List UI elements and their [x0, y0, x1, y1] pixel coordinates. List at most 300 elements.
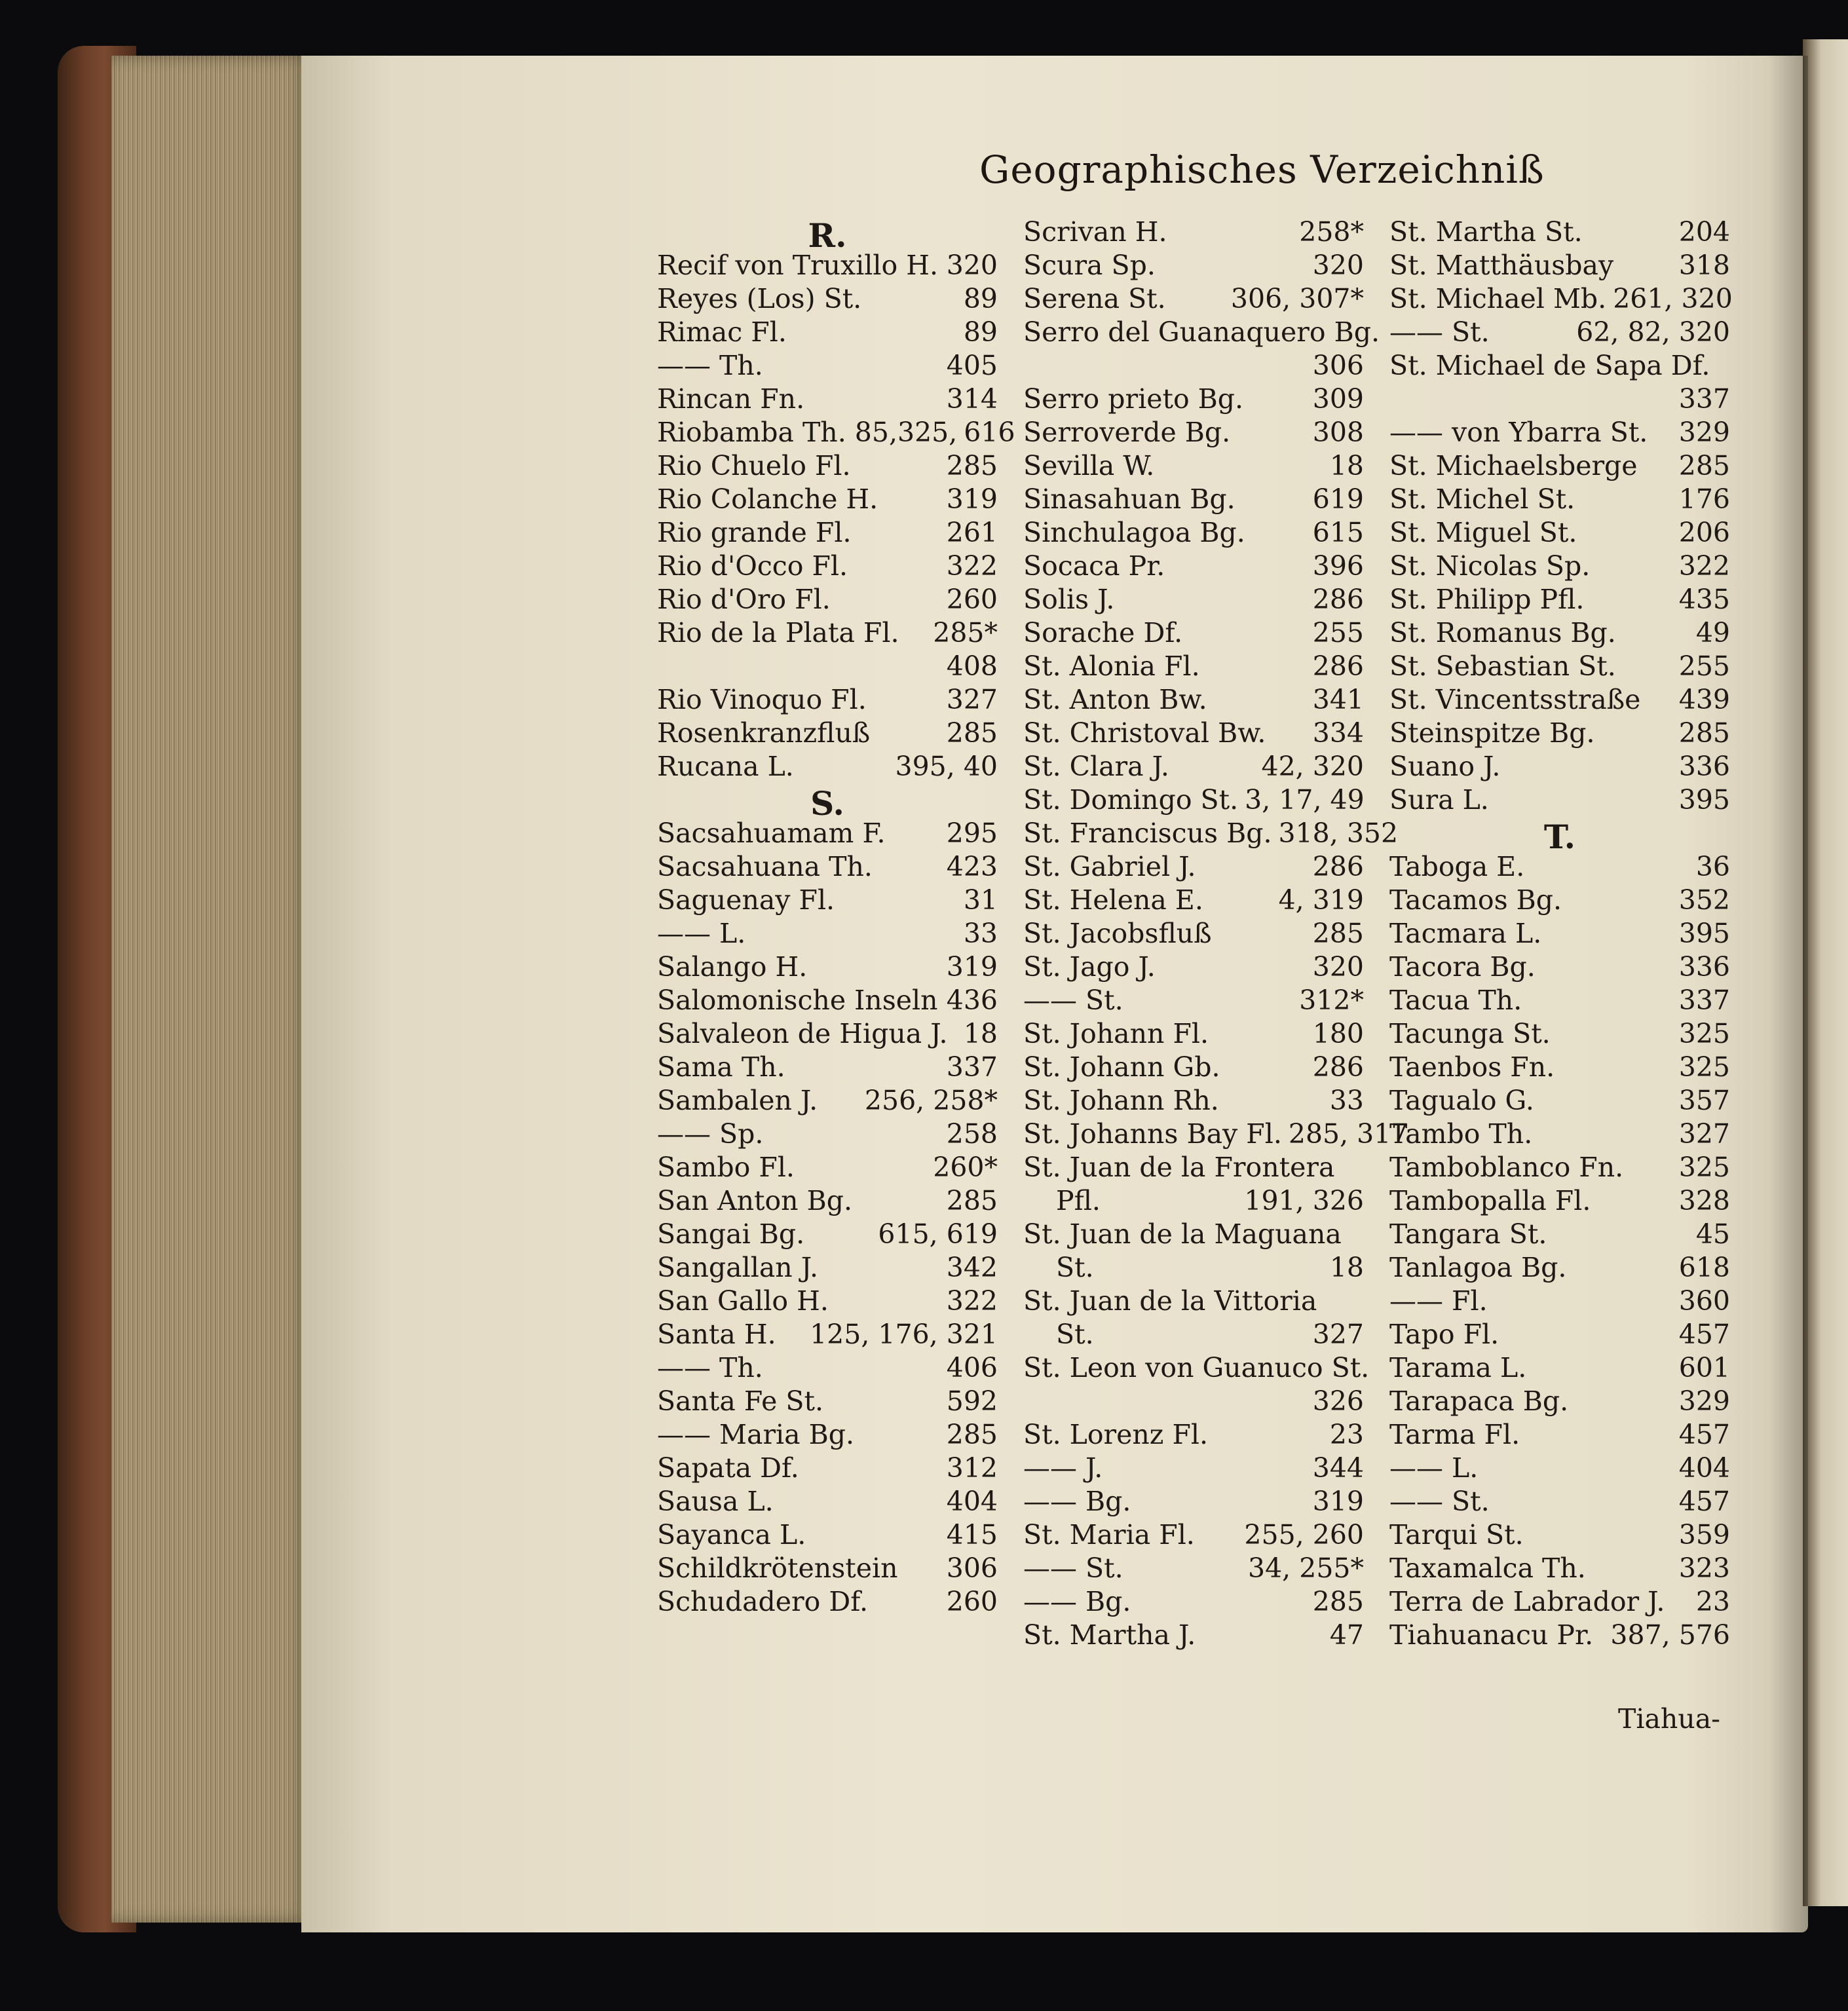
entry-name: St.: [1056, 1319, 1094, 1350]
entry-pages: 325: [1678, 1018, 1730, 1049]
entry-pages: 286: [1312, 1051, 1364, 1083]
entry-name: Schildkrötenstein: [657, 1552, 898, 1584]
entry-name: St. Leon von Guanuco St.: [1023, 1352, 1370, 1383]
entry-pages: 319: [946, 483, 998, 515]
entry-name: Sevilla W.: [1023, 450, 1155, 481]
entry-name: Serroverde Bg.: [1023, 417, 1231, 448]
entry-pages: 285: [1678, 717, 1730, 749]
entry-name: Reyes (Los) St.: [657, 283, 862, 314]
index-entry: [1023, 1018, 1364, 1051]
index-entry: [1389, 550, 1730, 584]
entry-pages: 286: [1312, 584, 1364, 615]
index-entry: [657, 918, 998, 951]
entry-pages: 329: [1678, 417, 1730, 448]
entry-name: —— Maria Bg.: [657, 1419, 855, 1450]
entry-name: St. Martha J.: [1023, 1619, 1196, 1651]
section-letter-text: T.: [1543, 818, 1576, 856]
entry-name: Tacunga St.: [1389, 1018, 1551, 1049]
index-entry: [1023, 1519, 1364, 1552]
index-entry: [657, 1586, 998, 1619]
index-entry: [657, 1285, 998, 1319]
index-entry: [1023, 483, 1364, 517]
entry-pages: 342: [946, 1252, 998, 1283]
entry-pages: 89: [963, 283, 998, 314]
entry-name: St. Michael Mb.: [1389, 283, 1607, 314]
entry-name: Scrivan H.: [1023, 216, 1167, 248]
entry-pages: 322: [946, 550, 998, 582]
entry-name: St. Juan de la Maguana: [1023, 1218, 1342, 1250]
entry-pages: 359: [1678, 1519, 1730, 1551]
entry-pages: 42, 320: [1261, 751, 1364, 782]
entry-name: San Anton Bg.: [657, 1185, 852, 1216]
entry-pages: 260*: [933, 1152, 998, 1183]
index-entry: [1023, 517, 1364, 550]
section-letter-text: S.: [810, 784, 844, 823]
entry-pages: 619: [1312, 483, 1364, 515]
entry-pages: 336: [1678, 751, 1730, 782]
entry-pages: 312*: [1299, 985, 1364, 1016]
entry-name: St. Alonia Fl.: [1023, 650, 1200, 682]
index-entry: [1389, 650, 1730, 684]
entry-pages: 34, 255*: [1248, 1552, 1364, 1584]
entry-pages: 260: [946, 1586, 998, 1617]
entry-name: St. Domingo St.: [1023, 784, 1239, 816]
index-entry: [1023, 1118, 1408, 1152]
entry-pages: 319: [946, 951, 998, 983]
entry-name: Steinspitze Bg.: [1389, 717, 1595, 749]
entry-name: St. Miguel St.: [1389, 517, 1577, 548]
entry-name: St. Michael de Sapa Df.: [1389, 350, 1710, 381]
entry-name: San Gallo H.: [657, 1285, 829, 1317]
index-entry: [657, 650, 998, 684]
entry-pages: 457: [1678, 1419, 1730, 1450]
entry-pages: 312: [946, 1452, 998, 1484]
entry-pages: 334: [1312, 717, 1364, 749]
index-entry: [1023, 283, 1364, 316]
entry-pages: 125, 176, 321: [810, 1319, 998, 1350]
entry-pages: 3, 17, 49: [1245, 784, 1365, 816]
entry-name: —— Th.: [657, 350, 763, 381]
entry-pages: 309: [1312, 383, 1364, 415]
index-entry: [1389, 316, 1730, 350]
index-entry: [657, 617, 998, 650]
entry-pages: 47: [1329, 1619, 1364, 1651]
index-entry: [1023, 918, 1364, 951]
index-entry: [657, 1152, 998, 1185]
index-entry: [1023, 1185, 1364, 1218]
entry-pages: 325: [1678, 1152, 1730, 1183]
entry-name: Rosenkranzfluß: [657, 717, 871, 749]
entry-name: Tagualo G.: [1389, 1085, 1534, 1116]
index-entry: [1389, 784, 1730, 818]
entry-pages: 204: [1678, 216, 1730, 248]
entry-name: Sambalen J.: [657, 1085, 818, 1116]
entry-name: Tacamos Bg.: [1389, 884, 1562, 916]
entry-name: Suano J.: [1389, 751, 1501, 782]
catchword: Tiahua-: [1618, 1703, 1721, 1735]
entry-name: Tanlagoa Bg.: [1389, 1252, 1567, 1283]
index-entry: [1023, 1252, 1364, 1285]
index-entry: [1389, 985, 1730, 1018]
index-entry: [1389, 517, 1730, 550]
entry-pages: 435: [1678, 584, 1730, 615]
entry-pages: 45: [1695, 1218, 1730, 1250]
entry-pages: 258*: [1299, 216, 1364, 248]
index-entry: [1389, 1018, 1730, 1051]
index-entry: [1389, 250, 1730, 283]
index-entry: [1389, 1385, 1730, 1419]
index-entry: [657, 550, 998, 584]
index-entry: [657, 450, 998, 483]
entry-name: Tambopalla Fl.: [1389, 1185, 1591, 1216]
entry-name: St. Gabriel J.: [1023, 851, 1196, 882]
index-entry: [1023, 985, 1364, 1018]
index-entry: [1389, 617, 1730, 650]
index-entry: [1023, 316, 1380, 350]
entry-name: Sacsahuana Th.: [657, 851, 873, 882]
index-entry: [657, 250, 998, 283]
entry-pages: 286: [1312, 851, 1364, 882]
entry-pages: 261: [946, 517, 998, 548]
index-entry: [1389, 1152, 1730, 1185]
index-entry: [657, 350, 998, 383]
entry-name: St. Anton Bw.: [1023, 684, 1207, 715]
entry-name: Tacua Th.: [1389, 985, 1522, 1016]
entry-pages: 206: [1678, 517, 1730, 548]
entry-pages: 314: [946, 383, 998, 415]
entry-pages: 344: [1312, 1452, 1364, 1484]
entry-name: Tarma Fl.: [1389, 1419, 1520, 1450]
entry-name: —— J.: [1023, 1452, 1103, 1484]
index-entry: [1389, 1051, 1730, 1085]
index-entry: [1389, 584, 1730, 617]
entry-pages: 285: [946, 450, 998, 481]
entry-name: Scura Sp.: [1023, 250, 1156, 281]
entry-name: St. Juan de la Frontera: [1023, 1152, 1335, 1183]
entry-name: St. Nicolas Sp.: [1389, 550, 1591, 582]
entry-name: Tapo Fl.: [1389, 1319, 1499, 1350]
entry-pages: 320: [1312, 951, 1364, 983]
entry-pages: 286: [1312, 650, 1364, 682]
entry-name: Santa Fe St.: [657, 1385, 823, 1417]
entry-pages: 337: [1678, 383, 1730, 415]
index-entry: [1389, 383, 1730, 417]
entry-name: St. Clara J.: [1023, 751, 1169, 782]
index-entry: [1023, 1285, 1364, 1319]
index-entry: [1023, 383, 1364, 417]
index-entry: [1389, 684, 1730, 717]
entry-pages: 415: [946, 1519, 998, 1551]
index-entry: [1023, 751, 1364, 784]
index-entry: [1023, 1486, 1364, 1519]
entry-pages: 18: [963, 1018, 998, 1049]
entry-name: Rio de la Plata Fl.: [657, 617, 899, 648]
entry-name: St. Michel St.: [1389, 483, 1575, 515]
entry-name: Salvaleon de Higua J.: [657, 1018, 948, 1049]
entry-name: St.: [1056, 1252, 1094, 1283]
entry-name: Salomonische Inseln: [657, 985, 938, 1016]
entry-pages: 336: [1678, 951, 1730, 983]
entry-name: Tamboblanco Fn.: [1389, 1152, 1624, 1183]
entry-pages: 4, 319: [1278, 884, 1364, 916]
entry-name: St. Johanns Bay Fl.: [1023, 1118, 1282, 1150]
entry-pages: 285: [1312, 1586, 1364, 1617]
index-entry: [657, 717, 998, 751]
index-entry: [1389, 1519, 1730, 1552]
entry-pages: 322: [946, 1285, 998, 1317]
entry-pages: 306: [946, 1552, 998, 1584]
entry-name: St. Vincentsstraße: [1389, 684, 1641, 715]
entry-pages: 255: [1312, 617, 1364, 648]
index-entry: [657, 1452, 998, 1486]
entry-pages: 616: [964, 417, 1015, 448]
entry-pages: 357: [1678, 1085, 1730, 1116]
index-entry: [1389, 918, 1730, 951]
entry-pages: 285, 317: [1288, 1118, 1408, 1150]
index-entry: [657, 417, 1015, 450]
index-entry: [657, 1018, 998, 1051]
entry-pages: 285*: [933, 617, 998, 648]
entry-name: Rio Chuelo Fl.: [657, 450, 851, 481]
index-entry: [1389, 1452, 1730, 1486]
index-entry: [1389, 216, 1730, 250]
entry-name: Sapata Df.: [657, 1452, 799, 1484]
entry-pages: 285: [946, 717, 998, 749]
next-page-edge: [1803, 39, 1848, 1906]
entry-pages: 360: [1678, 1285, 1730, 1317]
index-entry: [657, 483, 998, 517]
index-entry: [1023, 717, 1364, 751]
entry-pages: 89: [963, 316, 998, 348]
entry-name: St. Juan de la Vittoria: [1023, 1285, 1317, 1317]
index-entry: [1023, 417, 1364, 450]
entry-name: —— L.: [1389, 1452, 1479, 1484]
entry-pages: 408: [946, 650, 998, 682]
entry-pages: 352: [1678, 884, 1730, 916]
index-entry: [1389, 417, 1730, 450]
entry-pages: 306: [1312, 350, 1364, 381]
entry-name: Tacmara L.: [1389, 918, 1542, 949]
entry-pages: 387, 576: [1610, 1619, 1730, 1651]
entry-name: Serena St.: [1023, 283, 1166, 314]
index-entry: [657, 584, 998, 617]
index-entry: [1023, 1552, 1364, 1586]
entry-pages: 405: [946, 350, 998, 381]
index-entry: [657, 1385, 998, 1419]
index-entry: [1023, 216, 1364, 250]
entry-pages: 23: [1329, 1419, 1364, 1450]
entry-pages: 320: [946, 250, 998, 281]
index-entry: [1389, 1586, 1730, 1619]
index-entry: [1023, 951, 1364, 985]
entry-pages: 326: [1312, 1385, 1364, 1417]
entry-name: Tiahuanacu Pr.: [1389, 1619, 1594, 1651]
entry-name: Salango H.: [657, 951, 808, 983]
index-entry: [1389, 1218, 1730, 1252]
entry-name: Schudadero Df.: [657, 1586, 868, 1617]
index-entry: [1023, 851, 1364, 884]
entry-pages: 260: [946, 584, 998, 615]
entry-pages: 285: [1678, 450, 1730, 481]
entry-name: St. Philipp Pfl.: [1389, 584, 1585, 615]
index-entry: [1389, 283, 1733, 316]
entry-name: Recif von Truxillo H.: [657, 250, 939, 281]
entry-name: Tarapaca Bg.: [1389, 1385, 1569, 1417]
entry-name: Taenbos Fn.: [1389, 1051, 1555, 1083]
entry-name: Sura L.: [1389, 784, 1489, 816]
entry-pages: 258: [946, 1118, 998, 1150]
index-entry: [1023, 1319, 1364, 1352]
index-entry: [1389, 483, 1730, 517]
index-entry: [1389, 1486, 1730, 1519]
entry-pages: 318, 352: [1278, 818, 1399, 849]
section-letter: [657, 784, 998, 823]
index-entry: [657, 851, 998, 884]
entry-name: Solis J.: [1023, 584, 1115, 615]
index-entry: [1389, 1285, 1730, 1319]
entry-pages: 337: [1678, 985, 1730, 1016]
index-entry: [657, 283, 998, 316]
entry-name: St. Johann Gb.: [1023, 1051, 1220, 1083]
entry-pages: 396: [1312, 550, 1364, 582]
index-entry: [1023, 250, 1364, 283]
entry-name: Socaca Pr.: [1023, 550, 1165, 582]
index-entry: [657, 1051, 998, 1085]
section-letter-text: R.: [808, 216, 847, 255]
index-entry: [657, 884, 998, 918]
entry-name: St. Christoval Bw.: [1023, 717, 1266, 749]
entry-name: —— St.: [1023, 1552, 1123, 1584]
entry-name: St. Michaelsberge: [1389, 450, 1638, 481]
entry-pages: 395: [1678, 918, 1730, 949]
index-entry: [1389, 1118, 1730, 1152]
entry-name: Sangallan J.: [657, 1252, 819, 1283]
entry-pages: 395, 40: [895, 751, 998, 782]
entry-name: St. Romanus Bg.: [1389, 617, 1616, 648]
entry-name: St. Lorenz Fl.: [1023, 1419, 1209, 1450]
entry-name: —— Bg.: [1023, 1486, 1131, 1517]
index-entry: [657, 1218, 998, 1252]
index-entry: [1389, 951, 1730, 985]
entry-name: —— L.: [657, 918, 746, 949]
index-entry: [1389, 751, 1730, 784]
index-entry: [1389, 717, 1730, 751]
entry-name: Taxamalca Th.: [1389, 1552, 1586, 1584]
entry-pages: 327: [1312, 1319, 1364, 1350]
entry-name: Tacora Bg.: [1389, 951, 1536, 983]
entry-pages: 329: [1678, 1385, 1730, 1417]
entry-pages: 319: [1312, 1486, 1364, 1517]
entry-name: Saguenay Fl.: [657, 884, 835, 916]
entry-pages: 285: [946, 1419, 998, 1450]
index-entry: [1389, 1619, 1730, 1653]
index-entry: [657, 818, 998, 851]
index-entry: [1389, 1185, 1730, 1218]
entry-name: St. Maria Fl.: [1023, 1519, 1195, 1551]
entry-pages: 615: [1312, 517, 1364, 548]
entry-pages: 341: [1312, 684, 1364, 715]
entry-pages: 325: [1678, 1051, 1730, 1083]
entry-name: Sama Th.: [657, 1051, 785, 1083]
entry-name: Pfl.: [1056, 1185, 1101, 1216]
entry-name: —— von Ybarra St.: [1389, 417, 1648, 448]
index-entry: [1023, 450, 1364, 483]
entry-name: Rucana L.: [657, 751, 794, 782]
entry-name: Terra de Labrador J.: [1389, 1586, 1665, 1617]
index-entry: [1023, 617, 1364, 650]
entry-pages: 191, 326: [1244, 1185, 1364, 1216]
entry-name: St. Johann Fl.: [1023, 1018, 1209, 1049]
entry-pages: 323: [1678, 1552, 1730, 1584]
entry-pages: 327: [946, 684, 998, 715]
index-entry: [657, 684, 998, 717]
entry-name: —— Sp.: [657, 1118, 764, 1150]
entry-name: St. Martha St.: [1389, 216, 1583, 248]
entry-pages: 457: [1678, 1486, 1730, 1517]
entry-name: St. Sebastian St.: [1389, 650, 1616, 682]
index-entry: [1023, 350, 1364, 383]
entry-pages: 255, 260: [1244, 1519, 1364, 1551]
entry-name: Sangai Bg.: [657, 1218, 805, 1250]
index-entry: [657, 1352, 998, 1385]
entry-pages: 306, 307*: [1230, 283, 1364, 314]
entry-pages: 457: [1678, 1319, 1730, 1350]
index-entry: [1389, 1252, 1730, 1285]
index-entry: [1023, 1419, 1364, 1452]
index-column-2: [1023, 216, 1408, 1653]
entry-name: Sinchulagoa Bg.: [1023, 517, 1245, 548]
index-entry: [1389, 1552, 1730, 1586]
index-entry: [657, 1085, 998, 1118]
entry-name: —— Bg.: [1023, 1586, 1131, 1617]
entry-pages: 320: [1312, 250, 1364, 281]
entry-name: Rio Colanche H.: [657, 483, 878, 515]
page-edges: [111, 56, 308, 1923]
index-entry: [1389, 450, 1730, 483]
entry-name: Santa H.: [657, 1319, 776, 1350]
section-letter: [1389, 818, 1730, 856]
entry-pages: 327: [1678, 1118, 1730, 1150]
entry-pages: 406: [946, 1352, 998, 1383]
entry-pages: 62, 82, 320: [1576, 316, 1730, 348]
gutter-shadow: [1769, 56, 1808, 1932]
index-entry: [1023, 818, 1399, 851]
index-entry: [1023, 1218, 1364, 1252]
entry-pages: 285: [946, 1185, 998, 1216]
entry-pages: 592: [946, 1385, 998, 1417]
entry-name: Sinasahuan Bg.: [1023, 483, 1235, 515]
entry-pages: 255: [1678, 650, 1730, 682]
entry-name: Rio d'Occo Fl.: [657, 550, 848, 582]
entry-pages: 328: [1678, 1185, 1730, 1216]
entry-pages: 49: [1695, 617, 1730, 648]
index-entry: [1389, 1085, 1730, 1118]
entry-pages: 337: [946, 1051, 998, 1083]
index-entry: [657, 951, 998, 985]
entry-pages: 436: [946, 985, 998, 1016]
entry-name: —— Fl.: [1389, 1285, 1488, 1317]
index-entry: [657, 1486, 998, 1519]
entry-name: Serro prieto Bg.: [1023, 383, 1244, 415]
entry-name: —— St.: [1389, 316, 1490, 348]
index-entry: [1023, 1385, 1364, 1419]
entry-pages: 404: [946, 1486, 998, 1517]
entry-name: Rio d'Oro Fl.: [657, 584, 831, 615]
entry-pages: 180: [1312, 1018, 1364, 1049]
index-column-3: [1389, 216, 1733, 1653]
entry-name: Sorache Df.: [1023, 617, 1183, 648]
index-entry: [1023, 1452, 1364, 1486]
